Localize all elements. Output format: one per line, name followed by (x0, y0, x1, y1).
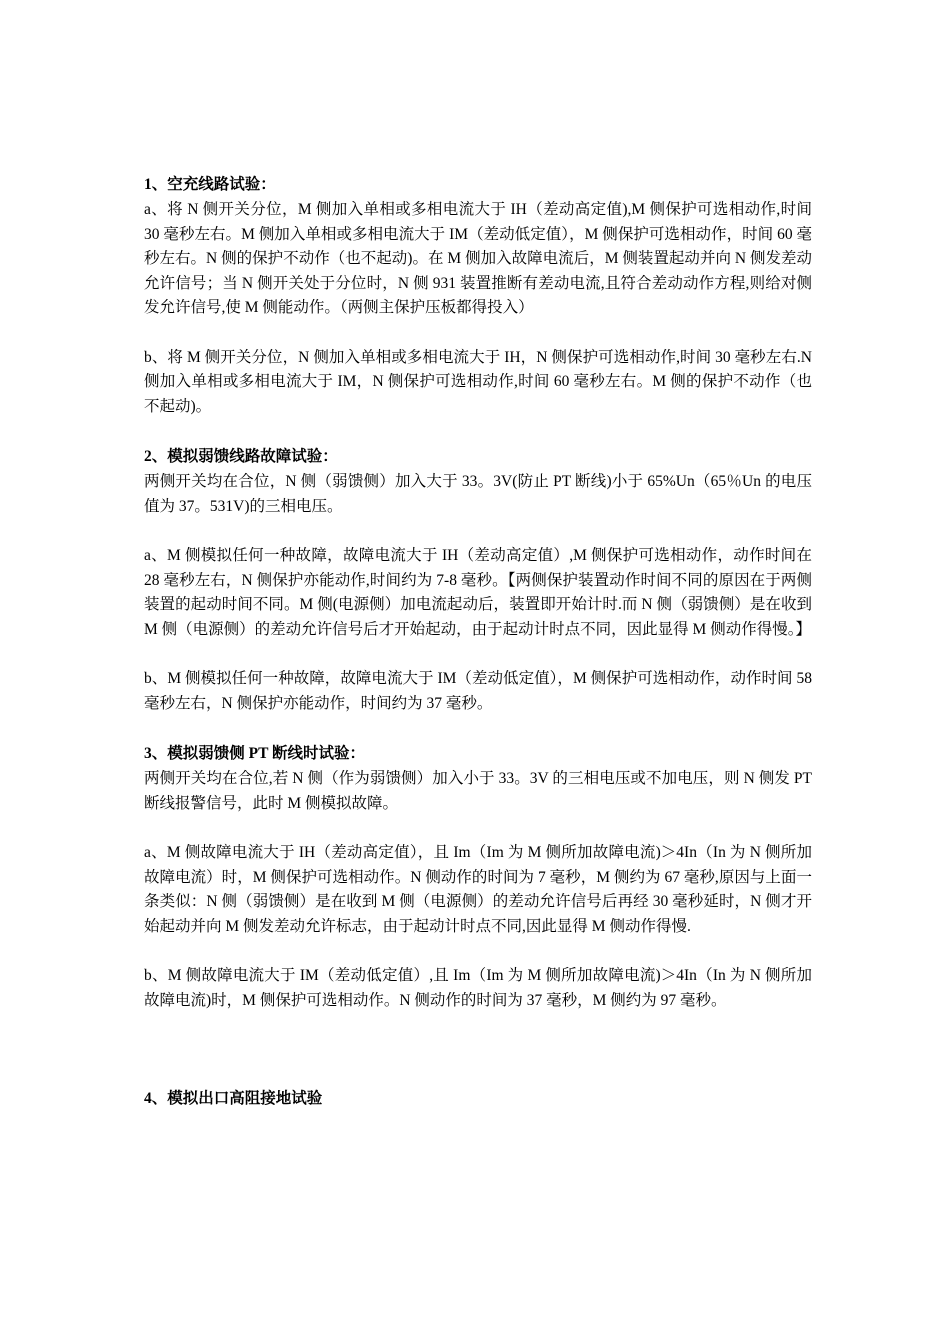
section-2-intro: 两侧开关均在合位，N 侧（弱馈侧）加入大于 33。3V(防止 PT 断线)小于 65%Un（65％Un 的电压值为 37。531V)的三相电压。 (144, 473, 812, 515)
spacer (144, 816, 812, 841)
section-2-para-b: b、M 侧模拟任何一种故障，故障电流大于 IM（差动低定值），M 侧保护可选相动作，动作时间 58 毫秒左右，N 侧保护亦能动作，时间约为 37 毫秒。 (144, 670, 812, 712)
section-3-para-a: a、M 侧故障电流大于 IH（差动高定值），且 Im（Im 为 M 侧所加故障电流)＞4In（In 为 N 侧所加故障电流）时，M 侧保护可选相动作。N 侧动作的时间为 7 毫秒，M 侧约为 67 毫秒,原因与上面一条类似：N 侧（弱馈侧）是在收到 M 侧（电源侧）的差动允许信号后再经 30 毫秒延时，N 侧才开始起动并向 M 侧发差动允许标志，由于起动计时点不同,因此显得 M 侧动作得慢. (144, 844, 812, 935)
section-1-para-a: a、将 N 侧开关分位，M 侧加入单相或多相电流大于 IH（差动高定值),M 侧保护可选相动作,时间 30 毫秒左右。M 侧加入单相或多相电流大于 IM（差动低定值），M 侧保护可选相动作，时间 60 毫秒左右。N 侧的保护不动作（也不起动)。在 M 侧加入故障电流后，M 侧装置起动并向 N 侧发差动允许信号；当 N 侧开关处于分位时，N 侧 931 装置推断有差动电流,且符合差动动作方程,则给对侧发允许信号,使 M 侧能动作。（两侧主保护压板都得投入） (144, 201, 812, 316)
section-1-heading: 1、空充线路试验： (144, 176, 276, 193)
spacer (144, 419, 812, 444)
section-4-heading: 4、模拟出口高阻接地试验 (144, 1090, 323, 1107)
spacer (144, 939, 812, 964)
section-1-para-b: b、将 M 侧开关分位，N 侧加入单相或多相电流大于 IH，N 侧保护可选相动作,时间 30 毫秒左右.N 侧加入单相或多相电流大于 IM，N 侧保护可选相动作,时间 60 毫秒左右。M 侧的保护不动作（也不起动)。 (144, 348, 812, 415)
section-3-intro: 两侧开关均在合位,若 N 侧（作为弱馈侧）加入小于 33。3V 的三相电压或不加电压，则 N 侧发 PT 断线报警信号，此时 M 侧模拟故障。 (144, 770, 812, 812)
spacer (144, 519, 812, 544)
document-page (144, 172, 812, 1112)
section-2-para-a: a、M 侧模拟任何一种故障，故障电流大于 IH（差动高定值）,M 侧保护可选相动作，动作时间在 28 毫秒左右，N 侧保护亦能动作,时间约为 7-8 毫秒。【两侧保护装置动作时间不同的原因在于两侧装置的起动时间不同。M 侧(电源侧）加电流起动后，装置即开始计时.而 N 侧（弱馈侧）是在收到 M 侧（电源侧）的差动允许信号后才开始起动，由于起动计时点不同，因此显得 M 侧动作得慢。】 (144, 547, 812, 638)
spacer (144, 642, 812, 667)
section-2-heading: 2、模拟弱馈线路故障试验： (144, 448, 338, 465)
spacer (144, 1013, 812, 1086)
section-3-para-b: b、M 侧故障电流大于 IM（差动低定值）,且 Im（Im 为 M 侧所加故障电流)＞4In（In 为 N 侧所加故障电流)时，M 侧保护可选相动作。N 侧动作的时间为 37 毫秒，M 侧约为 97 毫秒。 (144, 967, 812, 1009)
spacer (144, 321, 812, 346)
section-3-heading: 3、模拟弱馈侧 PT 断线时试验： (144, 745, 366, 762)
spacer (144, 716, 812, 741)
